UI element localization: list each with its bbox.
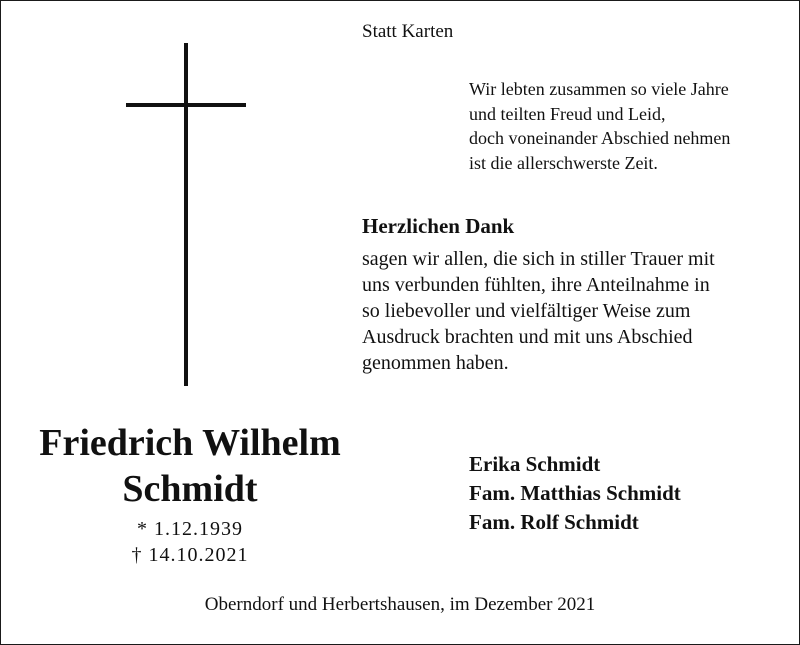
family-member: Fam. Rolf Schmidt — [469, 510, 639, 534]
family-signatures — [469, 450, 681, 537]
family-member: Fam. Matthias Schmidt — [469, 481, 681, 505]
cross-horizontal-bar — [126, 103, 246, 107]
thanks-title: Herzlichen Dank — [362, 214, 515, 238]
death-date: † 14.10.2021 — [131, 544, 249, 566]
thanks-line: genommen haben. — [362, 352, 509, 374]
deceased-name-first: Friedrich Wilhelm — [39, 422, 341, 464]
deceased-block — [20, 420, 360, 568]
place-date-footer: Oberndorf und Herbertshausen, im Dezember 2021 — [204, 594, 596, 615]
poem-line: und teilten Freud und Leid, — [469, 103, 666, 124]
birth-date: * 1.12.1939 — [137, 518, 243, 540]
statt-karten-label: Statt Karten — [362, 21, 454, 42]
poem-line: Wir lebten zusammen so viele Jahre — [469, 79, 729, 99]
poem-line: doch voneinander Abschied nehmen — [469, 128, 731, 148]
thanks-line: Ausdruck brachten und mit uns Abschied — [362, 326, 693, 348]
thanks-text — [362, 246, 715, 376]
thanks-line: uns verbunden fühlten, ihre Anteilnahme in — [362, 274, 710, 296]
cross-vertical-bar — [184, 43, 188, 386]
family-member: Erika Schmidt — [469, 452, 601, 476]
thanks-line: sagen wir allen, die sich in stiller Trauer mit — [362, 248, 715, 270]
deceased-name-last: Schmidt — [122, 468, 258, 510]
thanks-line: so liebevoller und vielfältiger Weise zum — [362, 300, 691, 322]
poem — [469, 77, 730, 175]
poem-line: ist die allerschwerste Zeit. — [469, 152, 658, 173]
